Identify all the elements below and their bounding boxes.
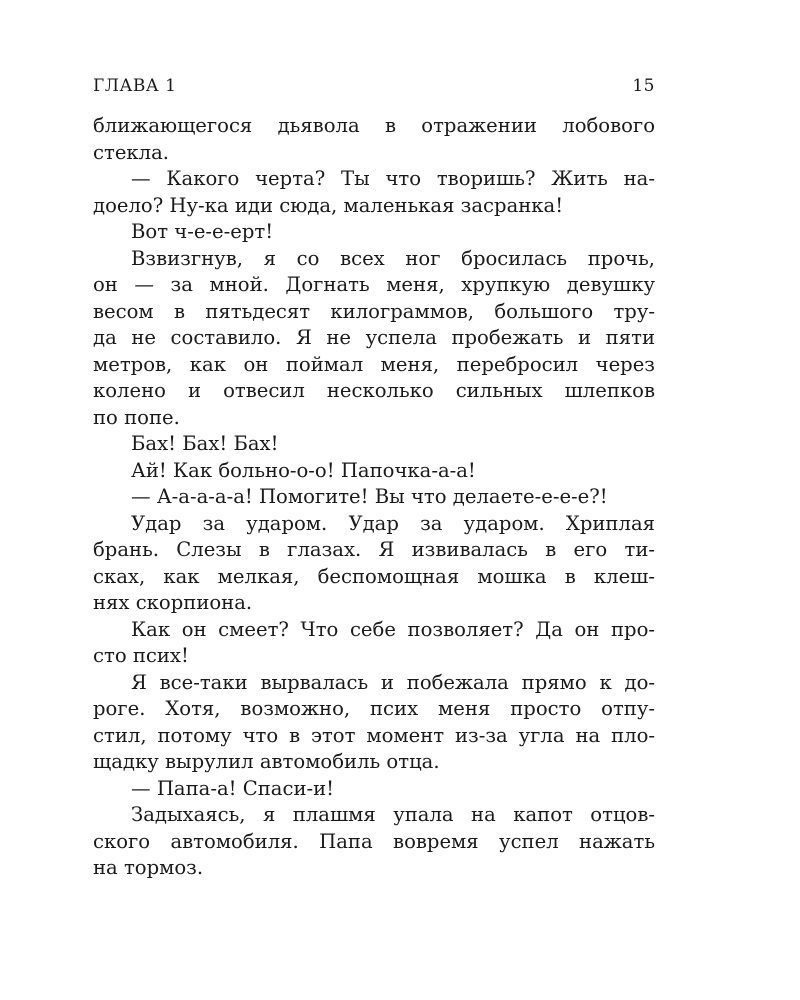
text-line: Ай! Как больно-о-о! Папочка-а-а! [131, 458, 476, 482]
text-line: доело? Ну-ка иди сюда, маленькая засранка! [93, 193, 564, 217]
page-number: 15 [632, 76, 655, 96]
text-line: Я все-таки вырвалась и побежала прямо к до- [131, 670, 655, 694]
text-line: Задыхаясь, я плашмя упала на капот отцов- [131, 803, 655, 826]
text-line: ближающегося дьявола в отражении лобового [93, 114, 655, 137]
text-line: сто псих! [93, 644, 189, 667]
text-line: колено и отвесил несколько сильных шлепков [93, 379, 655, 402]
running-head [93, 76, 655, 102]
body-text [93, 113, 655, 882]
text-line: по попе. [93, 405, 180, 429]
text-line: щадку вырулил автомобиль отца. [93, 750, 440, 773]
text-line: метров, как он поймал меня, перебросил через [93, 352, 655, 376]
text-line: Как он смеет? Что себе позволяет? Да он про- [131, 617, 655, 641]
text-line: весом в пятьдесят килограммов, большого тру- [93, 299, 655, 323]
text-line: сках, как мелкая, беспомощная мошка в клеш- [93, 564, 655, 588]
text-line: — А-а-а-а-а! Помогите! Вы что делаете-е-е-е?! [131, 485, 608, 508]
text-line: Взвизгнув, я со всех ног бросилась прочь, [131, 246, 655, 270]
text-line: нях скорпиона. [93, 591, 253, 614]
chapter-title: ГЛАВА 1 [93, 76, 177, 96]
text-line: Удар за ударом. Удар за ударом. Хриплая [131, 511, 655, 535]
text-line: на тормоз. [93, 856, 204, 879]
text-line: брань. Слезы в глазах. Я извивалась в его ти- [93, 538, 655, 561]
text-line: да не составило. Я не успела пробежать и пяти [93, 326, 655, 349]
text-line: стил, потому что в этот момент из-за угла на пло- [93, 723, 655, 747]
text-line: ского автомобиля. Папа вовремя успел нажать [93, 829, 655, 853]
text-line: Бах! Бах! Бах! [131, 432, 279, 455]
text-line: он — за мной. Догнать меня, хрупкую девушку [93, 273, 655, 296]
text-line: роге. Хотя, возможно, псих меня просто отпу- [93, 697, 655, 720]
text-line: — Какого черта? Ты что творишь? Жить на- [131, 167, 655, 190]
text-line: Вот ч-е-е-ерт! [131, 220, 274, 243]
text-line: — Папа-а! Спаси-и! [131, 776, 335, 800]
text-line: стекла. [93, 140, 170, 164]
